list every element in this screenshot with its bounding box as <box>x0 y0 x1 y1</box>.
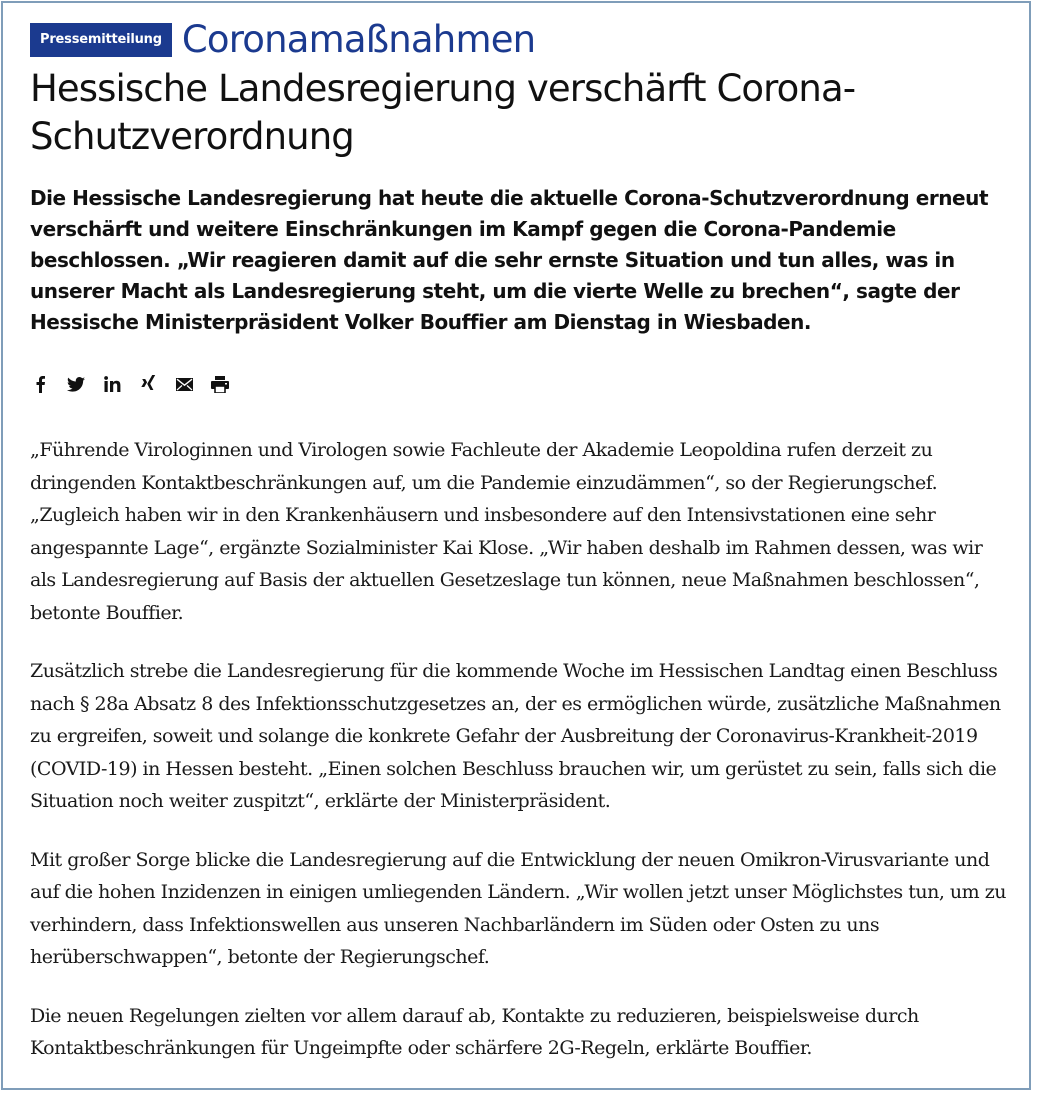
page-frame <box>1 1 1031 1090</box>
share-xing-button[interactable] <box>138 374 158 394</box>
twitter-icon <box>67 377 85 392</box>
article-lead: Die Hessische Landesregierung hat heute die aktuelle Corona-Schutzverordnung erneut verschärft und weitere Einschränkungen im Kampf gegen die Corona-Pandemie beschlossen. „Wir reagieren damit auf die sehr ernste Situation und tun alles, was in unserer Macht als Landesregierung steht, um die vierte Welle zu brechen“, sagte der Hessische Ministerpräsident Volker Bouffier am Dienstag in Wiesbaden. <box>30 186 989 334</box>
xing-icon <box>141 375 156 393</box>
share-facebook-button[interactable] <box>30 374 50 394</box>
facebook-icon <box>34 375 46 393</box>
press-release-badge: Pressemitteilung <box>30 23 172 57</box>
share-linkedin-button[interactable] <box>102 374 122 394</box>
body-paragraph: Die neuen Regelungen zielten vor allem darauf ab, Kontakte zu reduzieren, beispielsweise durch Kontaktbeschränkungen für Ungeimpfte oder schärfere 2G-Regeln, erklärte Bouffier. <box>30 1004 919 1059</box>
print-button[interactable] <box>210 374 230 394</box>
topic-kicker: Coronamaßnahmen <box>181 18 536 61</box>
share-twitter-button[interactable] <box>66 374 86 394</box>
body-paragraph: Mit großer Sorge blicke die Landesregierung auf die Entwicklung der neuen Omikron-Virusvariante und auf die hohen Inzidenzen in einigen umliegenden Ländern. „Wir wollen jetzt unser Möglichstes tun, um zu verhindern, dass Infektionswellen aus unseren Nachbarländern im Süden oder Osten zu uns herüberschwappen“, betonte der Regierungschef. <box>30 848 1006 968</box>
linkedin-icon <box>104 376 121 392</box>
body-paragraph: „Führende Virologinnen und Virologen sowie Fachleute der Akademie Leopoldina rufen derzeit zu dringenden Kontaktbeschränkungen auf, um die Pandemie einzudämmen“, so der Regierungschef. „Zugleich haben wir in den Krankenhäusern und insbesondere auf den Intensivstationen eine sehr angespannte Lage“, ergänzte Sozialminister Kai Klose. „Wir haben deshalb im Rahmen dessen, was wir als Landesregierung auf Basis der aktuellen Gesetzeslage tun können, neue Maßnahmen beschlossen“, betonte Bouffier. <box>30 439 983 624</box>
body-paragraph: Zusätzlich strebe die Landesregierung für die kommende Woche im Hessischen Landtag einen Beschluss nach § 28a Absatz 8 des Infektionsschutzgesetzes an, der es ermöglichen würde, zusätzliche Maßnahmen zu ergreifen, soweit und solange die konkrete Gefahr der Ausbreitung der Coronavirus-Krankheit-2019 (COVID-19) in Hessen besteht. „Einen solchen Beschluss brauchen wir, um gerüstet zu sein, falls sich die Situation noch weiter zuspitzt“, erklärte der Ministerpräsident. <box>30 660 1001 812</box>
print-icon <box>211 376 229 393</box>
mail-icon <box>176 378 193 391</box>
article <box>30 19 1010 1091</box>
article-body <box>30 434 1010 1065</box>
share-bar <box>30 372 1010 396</box>
kicker-row <box>30 19 1010 61</box>
share-mail-button[interactable] <box>174 374 194 394</box>
article-headline: Hessische Landesregierung verschärft Corona-Schutzverordnung <box>30 67 856 158</box>
